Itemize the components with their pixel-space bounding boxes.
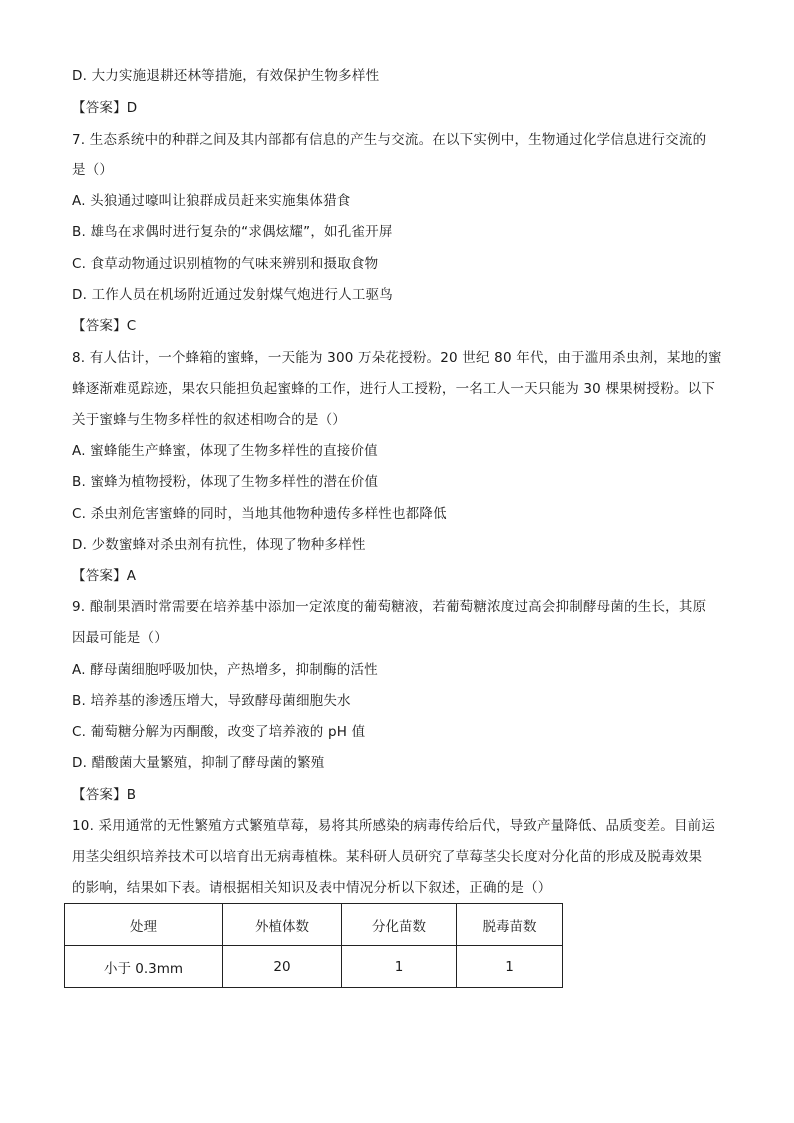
question-7-stem: 7. 生态系统中的种群之间及其内部都有信息的产生与交流。在以下实例中，生物通过化学信息进行交流的: [72, 132, 707, 148]
table-row: [65, 946, 563, 988]
question-10-stem-cont: 用茎尖组织培养技术可以培育出无病毒植株。某科研人员研究了草莓茎尖长度对分化苗的形成及脱毒效果: [72, 849, 703, 865]
table-header-row: [65, 904, 563, 946]
option-9b: B. 培养基的渗透压增大，导致酵母菌细胞失水: [72, 693, 351, 709]
results-table: [64, 903, 563, 988]
question-9-stem-cont: 因最可能是（）: [72, 630, 168, 646]
table-cell: 20: [223, 946, 342, 988]
answer-7: 【答案】C: [72, 318, 137, 334]
table-cell: 1: [342, 946, 457, 988]
question-8-stem: 8. 有人估计，一个蜂箱的蜜蜂，一天能为 300 万朵花授粉。20 世纪 80 年代，由于滥用杀虫剂，某地的蜜: [72, 350, 722, 366]
option-9d: D. 醋酸菌大量繁殖，抑制了酵母菌的繁殖: [72, 755, 325, 771]
question-8-stem-cont: 蜂逐渐难觅踪迹，果农只能担负起蜜蜂的工作，进行人工授粉，一名工人一天只能为 30 棵果树授粉。以下: [72, 381, 716, 397]
option-9a: A. 酵母菌细胞呼吸加快，产热增多，抑制酶的活性: [72, 662, 378, 678]
option-9c: C. 葡萄糖分解为丙酮酸，改变了培养液的 pH 值: [72, 724, 366, 740]
answer-8: 【答案】A: [72, 568, 137, 584]
option-7a: A. 头狼通过嚎叫让狼群成员赶来实施集体猎食: [72, 193, 351, 209]
question-8-stem-cont2: 关于蜜蜂与生物多样性的叙述相吻合的是（）: [72, 412, 346, 428]
option-6d: D. 大力实施退耕还林等措施，有效保护生物多样性: [72, 68, 380, 84]
table-header-cell: 分化苗数: [342, 904, 457, 946]
option-8d: D. 少数蜜蜂对杀虫剂有抗性，体现了物种多样性: [72, 537, 366, 553]
option-7d: D. 工作人员在机场附近通过发射煤气炮进行人工驱鸟: [72, 287, 393, 303]
question-7-stem-cont: 是（）: [72, 162, 114, 178]
option-7b: B. 雄鸟在求偶时进行复杂的“求偶炫耀”，如孔雀开屏: [72, 224, 393, 240]
option-8a: A. 蜜蜂能生产蜂蜜，体现了生物多样性的直接价值: [72, 443, 378, 459]
table-cell: 1: [457, 946, 563, 988]
answer-6: 【答案】D: [72, 100, 138, 116]
table-header-cell: 脱毒苗数: [457, 904, 563, 946]
option-8c: C. 杀虫剂危害蜜蜂的同时，当地其他物种遗传多样性也都降低: [72, 506, 447, 522]
table-header-cell: 处理: [65, 904, 223, 946]
question-9-stem: 9. 酿制果酒时常需要在培养基中添加一定浓度的葡萄糖液，若葡萄糖浓度过高会抑制酵母菌的生长，其原: [72, 599, 707, 615]
option-8b: B. 蜜蜂为植物授粉，体现了生物多样性的潜在价值: [72, 474, 379, 490]
table-cell: 小于 0.3mm: [65, 946, 223, 988]
question-10-stem-cont2: 的影响，结果如下表。请根据相关知识及表中情况分析以下叙述，正确的是（）: [72, 880, 552, 896]
table-header-cell: 外植体数: [223, 904, 342, 946]
option-7c: C. 食草动物通过识别植物的气味来辨别和摄取食物: [72, 256, 379, 272]
question-10-stem: 10. 采用通常的无性繁殖方式繁殖草莓，易将其所感染的病毒传给后代，导致产量降低、品质变差。目前运: [72, 818, 716, 834]
answer-9: 【答案】B: [72, 787, 137, 803]
